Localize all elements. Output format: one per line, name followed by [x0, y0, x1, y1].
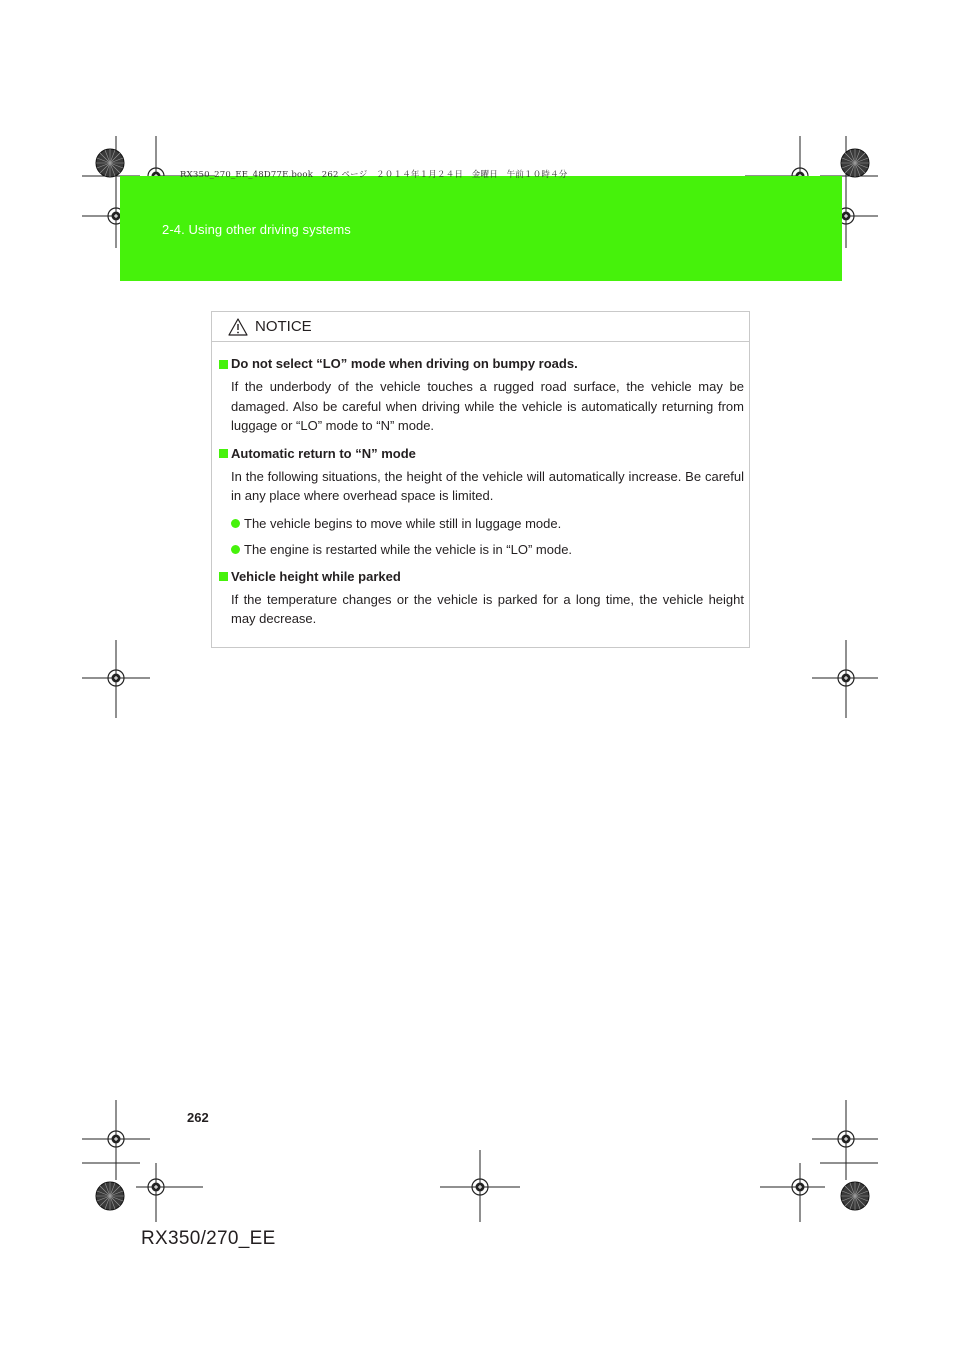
- notice-title: NOTICE: [255, 318, 312, 335]
- notice-item-title: Do not select “LO” mode when driving on bumpy roads.: [219, 354, 744, 374]
- print-slug: RX350_270_EE_48D77E.book 262 ページ ２０１４年１月２４日 金曜日 午前１０時４分: [180, 170, 568, 180]
- section-title: 2-4. Using other driving systems: [162, 222, 351, 237]
- notice-header: [212, 312, 749, 342]
- model-code: RX350/270_EE: [141, 1228, 276, 1249]
- square-bullet-icon: [219, 360, 228, 369]
- notice-content: [219, 354, 744, 637]
- round-bullet-icon: [231, 519, 240, 528]
- square-bullet-icon: [219, 449, 228, 458]
- square-bullet-icon: [219, 572, 228, 581]
- page-number: 262: [187, 1110, 209, 1125]
- notice-item-text: In the following situations, the height of the vehicle will automatically increase. Be careful in any place where overhead space is limited.: [231, 468, 744, 503]
- warning-triangle-icon: [228, 318, 248, 336]
- notice-box: [211, 311, 750, 648]
- notice-item-title: Automatic return to “N” mode: [219, 444, 744, 464]
- notice-item-title: Vehicle height while parked: [219, 567, 744, 587]
- notice-bullet-item: The engine is restarted while the vehicle is in “LO” mode.: [231, 540, 744, 560]
- notice-item-text: If the temperature changes or the vehicle is parked for a long time, the vehicle height may decrease.: [231, 591, 744, 626]
- round-bullet-icon: [231, 545, 240, 554]
- notice-bullet-item: The vehicle begins to move while still in luggage mode.: [231, 514, 744, 534]
- notice-item-text: If the underbody of the vehicle touches a rugged road surface, the vehicle may be damaged. Also be careful when driving while the vehicle is automatically returning from luggage or “LO” mode to “N” mode.: [231, 379, 744, 433]
